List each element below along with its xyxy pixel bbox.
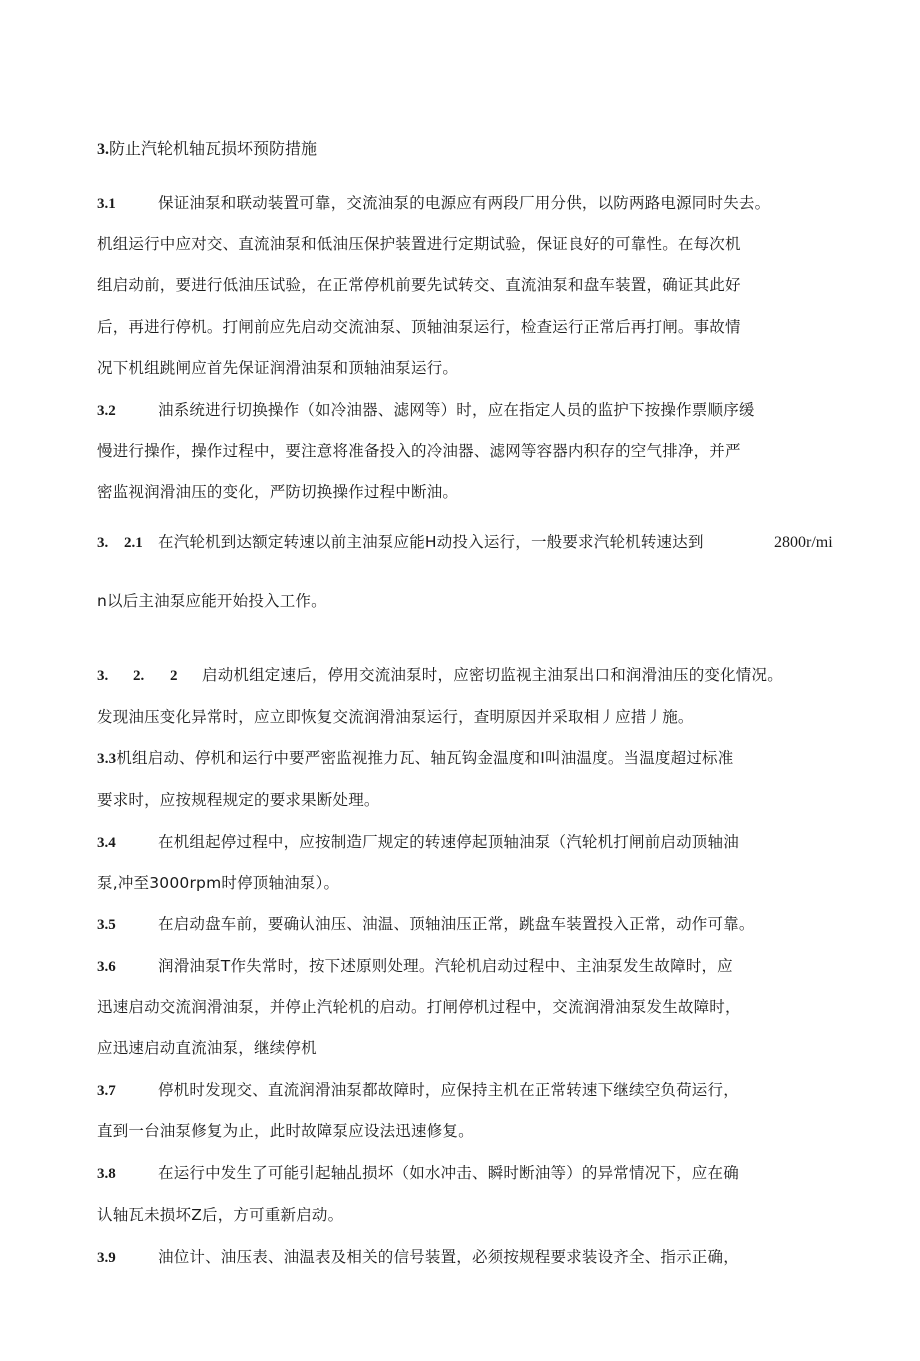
clause-3-2-1-line-1: 在汽轮机到达额定转速以前主油泵应能H动投入运行，一般要求汽轮机转速达到: [158, 533, 704, 551]
clause-number-3-2-1b: 2.1: [124, 535, 143, 551]
clause-3-7-line-1: 停机时发现交、直流润滑油泵都故障时，应保持主机在正常转速下继续空负荷运行，: [158, 1081, 739, 1099]
clause-number-3-5: 3.5: [97, 917, 116, 933]
clause-number-3-2-2b: 2.: [133, 668, 145, 684]
clause-3-6-line-3: 应迅速启动直流油泵，继续停机: [97, 1039, 317, 1057]
clause-3-8-line-2: 认轴瓦未损坏Z后，方可重新启动。: [97, 1206, 344, 1224]
clause-3-4-line-2: 泵,冲至3000rpm时停顶轴油泵）。: [97, 874, 340, 892]
clause-3-2-line-1: 油系统进行切换操作（如冷油器、滤网等）时，应在指定人员的监护下按操作票顺序缓: [158, 401, 755, 419]
clause-number-3-2-2a: 3.: [97, 668, 109, 684]
clause-3-3-line-1: [97, 748, 733, 769]
clause-3-2-2-line-1: 启动机组定速后，停用交流油泵时，应密切监视主油泵出口和润滑油压的变化情况。: [202, 666, 783, 684]
clause-number-3-2-2c: 2: [170, 668, 178, 684]
clause-3-6-line-1: 润滑油泵T作失常时，按下述原则处理。汽轮机启动过程中、主油泵发生故障时，应: [158, 957, 733, 975]
clause-3-1-line-4: 后，再进行停机。打闸前应先启动交流油泵、顶轴油泵运行，检查运行正常后再打闸。事故情: [97, 318, 741, 336]
clause-3-9-line-1: 油位计、油压表、油温表及相关的信号装置，必须按规程要求装设齐全、指示正确，: [158, 1248, 739, 1266]
clause-3-1-line-5: 况下机组跳闸应首先保证润滑油泵和顶轴油泵运行。: [97, 359, 459, 377]
clause-3-3-line-2: 要求时，应按规程规定的要求果断处理。: [97, 791, 380, 809]
clause-3-1-line-2: 机组运行中应对交、直流油泵和低油压保护装置进行定期试验，保证良好的可靠性。在每次机: [97, 235, 741, 253]
clause-3-2-line-2: 慢进行操作，操作过程中，要注意将准备投入的冷油器、滤网等容器内积存的空气排净，并严: [97, 442, 741, 460]
clause-number-3-1: 3.1: [97, 196, 116, 212]
clause-number-3-3: 3.3: [97, 751, 117, 767]
clause-3-1-line-3: 组启动前，要进行低油压试验，在正常停机前要先试转交、直流油泵和盘车装置，确证其此好: [97, 276, 741, 294]
clause-number-3-2: 3.2: [97, 403, 116, 419]
section-title-text: 防止汽轮机轴瓦损坏预防措施: [109, 139, 318, 158]
clause-3-7-line-2: 直到一台油泵修复为止，此时故障泵应设法迅速修复。: [97, 1122, 474, 1140]
clause-number-3-8: 3.8: [97, 1166, 116, 1182]
section-title: [97, 138, 317, 161]
clause-3-4-line-1: 在机组起停过程中，应按制造厂规定的转速停起顶轴油泵（汽轮机打闸前启动顶轴油: [158, 833, 739, 851]
clause-number-3-2-1a: 3.: [97, 535, 109, 551]
clause-number-3-7: 3.7: [97, 1083, 116, 1099]
clause-3-1-line-1: 保证油泵和联动装置可靠，交流油泵的电源应有两段厂用分供，以防两路电源同时失去。: [158, 194, 771, 212]
clause-3-2-line-3: 密监视润滑油压的变化，严防切换操作过程中断油。: [97, 483, 459, 501]
section-title-number: 3.: [97, 141, 109, 158]
clause-3-2-2-line-2: 发现油压变化异常时，应立即恢复交流润滑油泵运行，查明原因并采取相丿应措丿施。: [97, 708, 694, 726]
clause-3-5-line-1: 在启动盘车前，要确认油压、油温、顶轴油压正常，跳盘车装置投入正常，动作可靠。: [158, 915, 755, 933]
clause-3-3-text: 机组启动、停机和运行中要严密监视推力瓦、轴瓦钩金温度和I叫油温度。当温度超过标准: [116, 749, 734, 767]
clause-number-3-9: 3.9: [97, 1250, 116, 1266]
clause-number-3-6: 3.6: [97, 959, 116, 975]
clause-number-3-4: 3.4: [97, 835, 116, 851]
clause-3-6-line-2: 迅速启动交流润滑油泵，并停止汽轮机的启动。打闸停机过程中，交流润滑油泵发生故障时，: [97, 998, 741, 1016]
clause-3-2-1-rpm: 2800r/mi: [774, 534, 833, 551]
clause-3-2-1-line-2: n以后主油泵应能开始投入工作。: [97, 592, 327, 610]
clause-3-8-line-1: 在运行中发生了可能引起轴乩损坏（如水冲击、瞬时断油等）的异常情况下，应在确: [158, 1164, 739, 1182]
